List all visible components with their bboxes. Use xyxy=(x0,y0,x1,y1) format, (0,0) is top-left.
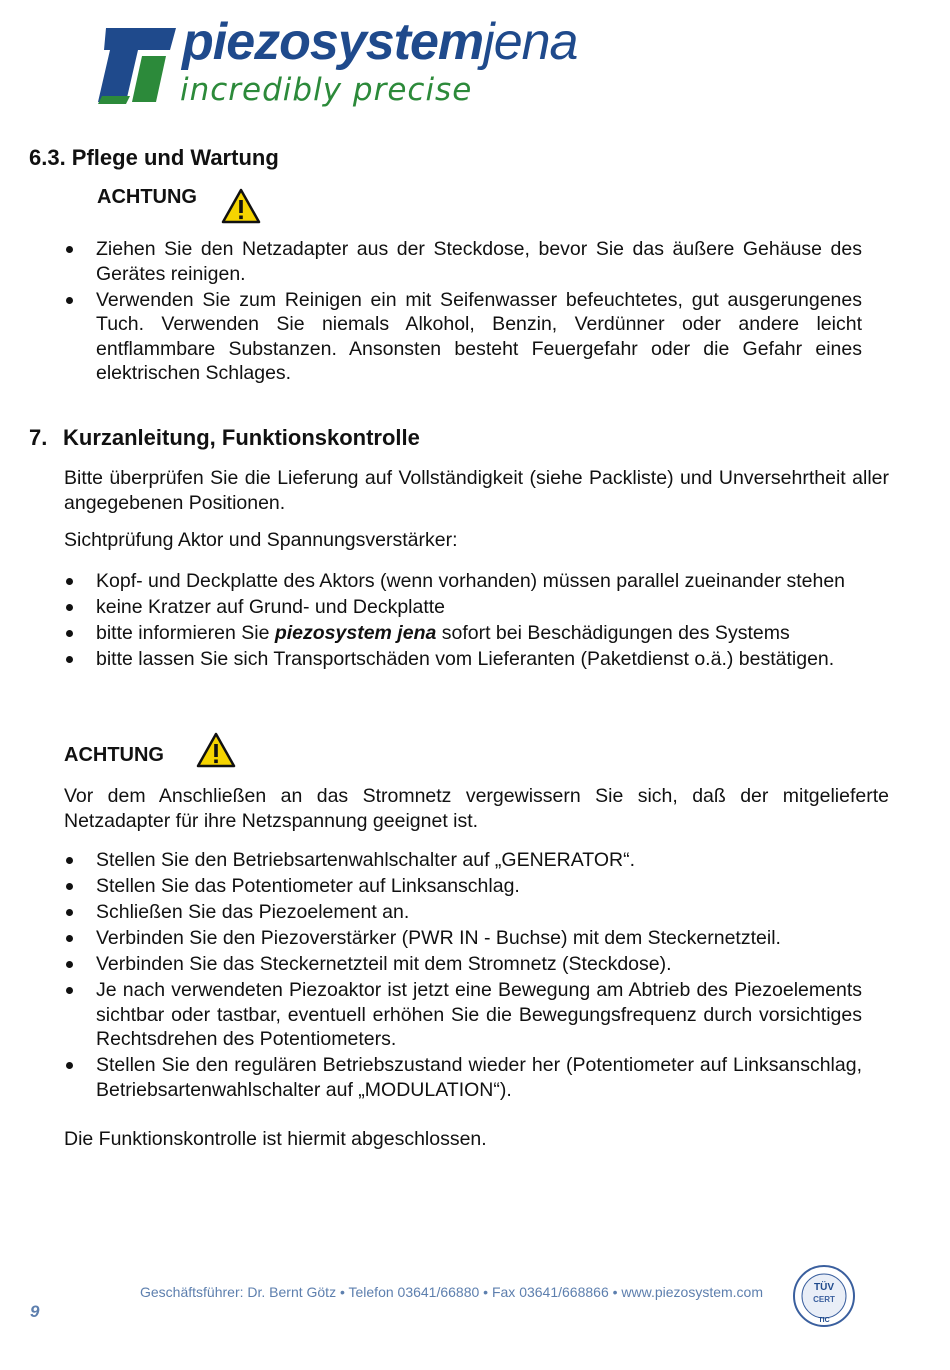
list-item: Stellen Sie das Potentiometer auf Linksanschlag. xyxy=(64,874,862,899)
closing-paragraph: Die Funktionskontrolle ist hiermit abgeschlossen. xyxy=(64,1128,487,1150)
list-item: Stellen Sie den Betriebsartenwahlschalter auf „GENERATOR“. xyxy=(64,848,862,873)
warning-label-text: ACHTUNG xyxy=(64,744,164,766)
logo-wordmark: piezosystemjena xyxy=(182,13,578,71)
warning-label-text: ACHTUNG xyxy=(97,186,197,208)
list-item: Verwenden Sie zum Reinigen ein mit Seifenwasser befeuchtetes, gut ausgerungenes Tuch. Verwenden Sie niemals Alkohol, Benzin, Verdünner oder andere leicht entflammbare Substanzen. Ansonsten besteht Feuergefahr oder die Gefahr eines elektrischen Schlages. xyxy=(64,288,862,386)
delivery-check-paragraph: Bitte überprüfen Sie die Lieferung auf Vollständigkeit (siehe Packliste) und Unversehrtheit aller angegebenen Positionen. xyxy=(64,467,889,514)
page-number: 9 xyxy=(30,1302,40,1321)
section-number: 7. xyxy=(29,425,48,450)
list-item: Stellen Sie den regulären Betriebszustand wieder her (Potentiometer auf Linksanschlag, Betriebsartenwahlschalter auf „MODULATION“). xyxy=(64,1053,862,1102)
list-item: bitte lassen Sie sich Transportschäden vom Lieferanten (Paketdienst o.ä.) bestätigen. xyxy=(64,647,862,672)
list-item: bitte informieren Sie piezosystem jena sofort bei Beschädigungen des Systems xyxy=(64,621,862,646)
function-check-steps xyxy=(64,848,862,1104)
brand-name: piezosystem jena xyxy=(274,622,437,644)
list-item: Je nach verwendeten Piezoaktor ist jetzt eine Bewegung am Abtrieb des Piezoelements sichtbar oder tastbar, eventuell erhöhen Sie die Bewegungsfrequenz durch vorsichtiges Rechtsdrehen des Potentiometers. xyxy=(64,978,862,1052)
tuv-cert-seal-icon xyxy=(792,1264,856,1328)
care-instructions-list xyxy=(64,237,862,387)
warning-triangle-icon xyxy=(221,188,261,224)
seal-text-mid: CERT xyxy=(813,1295,835,1304)
visual-check-label: Sichtprüfung Aktor und Spannungsverstärker: xyxy=(64,529,458,551)
power-warning-paragraph: Vor dem Anschließen an das Stromnetz vergewissern Sie sich, daß der mitgelieferte Netzadapter für ihre Netzspannung geeignet ist. xyxy=(64,785,889,832)
section-7-heading xyxy=(29,425,420,451)
list-item: keine Kratzer auf Grund- und Deckplatte xyxy=(64,595,862,620)
section-title: Kurzanleitung, Funktionskontrolle xyxy=(63,425,420,450)
seal-text-bottom: TIC xyxy=(818,1317,830,1324)
warning-label-6-3 xyxy=(97,186,197,209)
footer-contact-line: Geschäftsführer: Dr. Bernt Götz • Telefon 03641/66880 • Fax 03641/668866 • www.piezosystem.com xyxy=(140,1284,764,1300)
section-6-3-heading: 6.3. Pflege und Wartung xyxy=(29,145,279,170)
seal-text-top: TÜV xyxy=(814,1282,834,1293)
warning-label-7 xyxy=(64,744,164,767)
logo-slogan: incredibly precise xyxy=(180,72,473,108)
list-item: Ziehen Sie den Netzadapter aus der Steckdose, bevor Sie das äußere Gehäuse des Gerätes reinigen. xyxy=(64,237,862,286)
list-item: Kopf- und Deckplatte des Aktors (wenn vorhanden) müssen parallel zueinander stehen xyxy=(64,569,862,594)
list-item: Schließen Sie das Piezoelement an. xyxy=(64,900,862,925)
visual-check-list xyxy=(64,569,862,673)
company-logo xyxy=(96,13,652,110)
list-item: Verbinden Sie das Steckernetzteil mit dem Stromnetz (Steckdose). xyxy=(64,952,862,977)
logo-mark-icon xyxy=(96,26,178,104)
warning-triangle-icon xyxy=(196,732,236,768)
list-item: Verbinden Sie den Piezoverstärker (PWR IN - Buchse) mit dem Steckernetzteil. xyxy=(64,926,862,951)
